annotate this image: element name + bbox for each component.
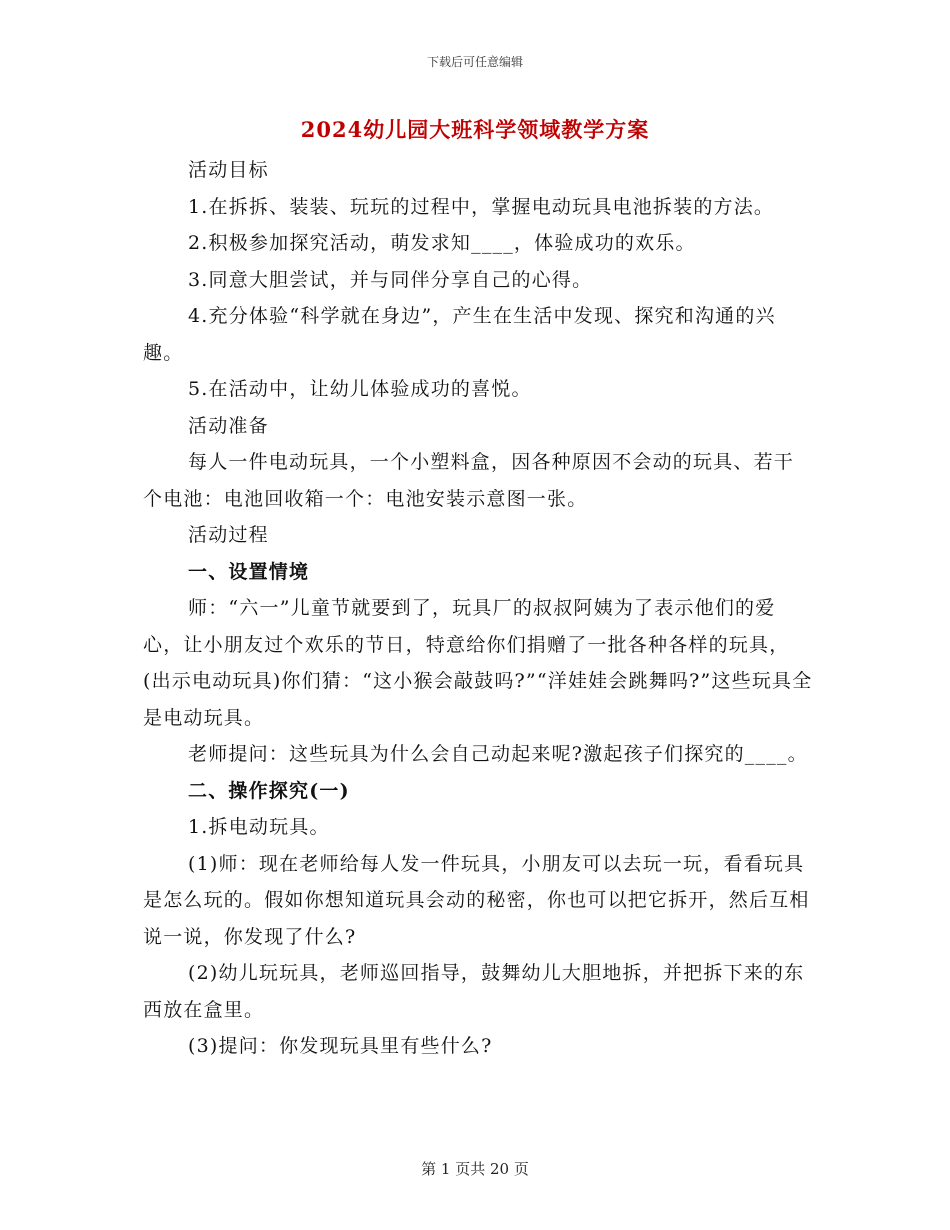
preparation-paragraph: 每人一件电动玩具，一个小塑料盒，因各种原因不会动的玩具、若干个电池：电池回收箱一个：电池安装示意图一张。 <box>143 451 795 510</box>
step-heading-2: 二、操作探究(一) <box>188 779 350 802</box>
section-heading-goals: 活动目标 <box>188 159 269 181</box>
section-heading-preparation: 活动准备 <box>188 414 269 437</box>
document-body <box>143 152 813 1065</box>
goal-item-2: 2.积极参加探究活动，萌发求知____，体验成功的欢乐。 <box>188 232 696 254</box>
page-header-note: 下载后可任意编辑 <box>426 55 523 69</box>
section-heading-process: 活动过程 <box>188 524 269 546</box>
sub-step-1: 1.拆电动玩具。 <box>188 816 330 838</box>
teacher-intro-paragraph: 师：“六一”儿童节就要到了，玩具厂的叔叔阿姨为了表示他们的爱心，让小朋友过个欢乐的节日，特意给你们捐赠了一批各种各样的玩具，(出示电动玩具)你们猜：“这小猴会敲鼓吗?”“洋娃娃会跳舞吗?”这些玩具全是电动玩具。 <box>143 597 813 729</box>
goal-item-3: 3.同意大胆尝试，并与同伴分享自己的心得。 <box>188 268 593 291</box>
teacher-question-paragraph: 老师提问：这些玩具为什么会自己动起来呢?激起孩子们探究的____。 <box>188 743 808 765</box>
step-heading-1: 一、设置情境 <box>188 560 310 583</box>
sub-step-1-2: (2)幼儿玩玩具，老师巡回指导，鼓舞幼儿大胆地拆，并把拆下来的东西放在盒里。 <box>143 962 805 1021</box>
goal-item-5: 5.在活动中，让幼儿体验成功的喜悦。 <box>188 378 532 400</box>
document-title: 2024幼儿园大班科学领域教学方案 <box>300 117 650 142</box>
sub-step-1-3: (3)提问：你发现玩具里有些什么? <box>188 1035 493 1057</box>
page-number: 第 1 页共 20 页 <box>421 1160 529 1178</box>
sub-step-1-1: (1)师：现在老师给每人发一件玩具，小朋友可以去玩一玩，看看玩具是怎么玩的。假如你想知道玩具会动的秘密，你也可以把它拆开，然后互相说一说，你发现了什么? <box>143 852 810 948</box>
goal-item-4: 4.充分体验“科学就在身边”，产生在生活中发现、探究和沟通的兴趣。 <box>143 305 776 364</box>
goal-item-1: 1.在拆拆、装装、玩玩的过程中，掌握电动玩具电池拆装的方法。 <box>188 195 775 218</box>
